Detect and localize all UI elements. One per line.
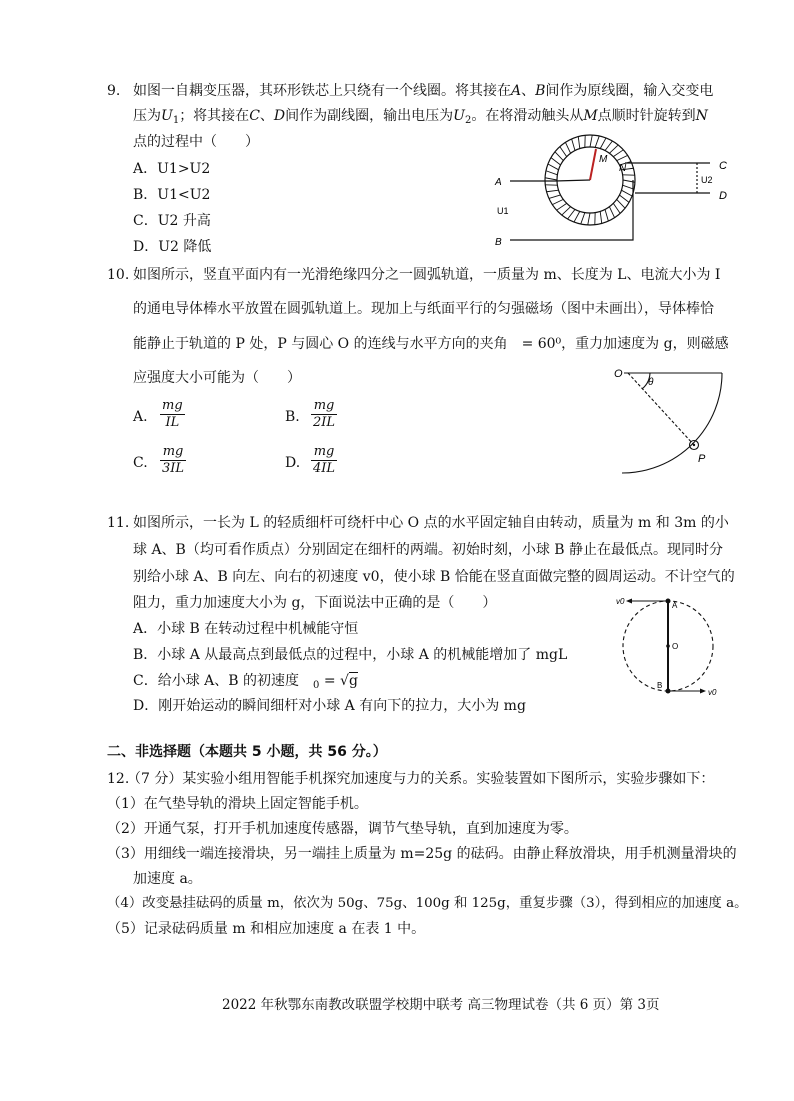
- q10-option-d-fraction: $\frac{mg}{4IL}$: [313, 444, 336, 476]
- winding-turn: [572, 139, 575, 151]
- label-O: O: [672, 642, 679, 651]
- label-B: B: [495, 237, 502, 248]
- winding-turn: [609, 145, 618, 153]
- winding-turn: [617, 155, 628, 160]
- slider-contact: [590, 149, 596, 180]
- winding-turn: [562, 207, 571, 215]
- q9-option-c: C．U2 升高: [133, 213, 211, 229]
- label-A: A: [495, 177, 502, 188]
- winding-turn: [613, 203, 620, 213]
- q9-stem-line3: 点的过程中（ ）: [133, 134, 259, 150]
- winding-turn: [623, 185, 634, 189]
- q12-step3-line1: （3）用细线一端连接滑块，另一端挂上质量为 m=25g 的砝码。由静止释放滑块，用手机测量滑块的: [107, 846, 737, 862]
- q10-option-c-label: C.: [133, 455, 148, 471]
- label-N: N: [619, 163, 627, 174]
- q11-line1: 如图所示，一长为 L 的轻质细杆可绕杆中心 O 点的水平固定轴自由转动，质量为 m 和 3m 的小: [133, 515, 729, 531]
- label-U2: U2: [701, 175, 713, 185]
- label-D: D: [719, 190, 727, 202]
- label-A: A: [672, 601, 678, 610]
- winding-turn: [619, 195, 629, 202]
- q11-option-b: B．小球 A 从最高点到最低点的过程中，小球 A 的机械能增加了 mgL: [133, 647, 568, 663]
- q11-option-d: D．刚开始运动的瞬间细杆对小球 A 有向下的拉力，大小为 mg: [133, 698, 526, 714]
- sqrt-symbol: √: [340, 673, 349, 689]
- winding-turn: [578, 137, 580, 149]
- label-U1: U1: [497, 206, 509, 216]
- q10-option-a-label: A.: [133, 409, 148, 425]
- q9-transformer-figure: [495, 135, 755, 250]
- q11-circle-figure: [612, 596, 752, 701]
- winding-turn: [560, 147, 567, 157]
- winding-turn: [548, 164, 559, 170]
- q10-arc-track-figure: [612, 365, 752, 480]
- q12-step1: （1）在气垫导轨的滑块上固定智能手机。: [107, 796, 368, 812]
- section2-heading: 二、非选择题（本题共 5 小题，共 56 分。）: [107, 744, 387, 760]
- winding-turn: [617, 199, 625, 208]
- q11-number: 11.: [107, 515, 130, 531]
- q10-number: 10.: [107, 267, 130, 283]
- q10-option-b-label: B.: [285, 409, 300, 425]
- q11-line2: 球 A、B（均可看作质点）分别固定在细杆的两端。初始时刻，小球 B 静止在最低点。现同时分: [133, 542, 724, 558]
- winding-turn: [565, 142, 570, 153]
- winding-turn: [605, 209, 608, 221]
- q11-option-a: A．小球 B 在转动过程中机械能守恒: [133, 621, 359, 637]
- winding-turn: [605, 141, 612, 151]
- winding-turn: [588, 213, 590, 225]
- q9-stem-line1: 如图一自耦变压器，其环形铁芯上只绕有一个线圈。将其接在A、B间作为原线圈，输入交变电: [133, 83, 714, 99]
- label-M: M: [599, 154, 608, 165]
- q9-option-d: D．U2 降低: [133, 239, 212, 255]
- q11-option-c: C．给小球 A、B 的初速度 $_0$ = √g: [133, 673, 358, 691]
- winding-turn: [574, 211, 580, 222]
- winding-turn: [600, 138, 606, 149]
- label-theta: θ: [648, 377, 654, 388]
- winding-turn: [549, 195, 561, 198]
- q9-option-a: A．U1>U2: [133, 161, 211, 177]
- winding-turn: [551, 158, 561, 165]
- label-v0-top: v0: [616, 597, 625, 606]
- q12-step3-line2: 加速度 a。: [133, 871, 202, 887]
- q9-number: 9.: [107, 83, 121, 99]
- winding-turn: [547, 190, 559, 192]
- q12-step5: （5）记录砝码质量 m 和相应加速度 a 在表 1 中。: [107, 921, 426, 937]
- q12-number: 12.: [107, 771, 130, 787]
- label-P: P: [698, 453, 706, 465]
- winding-turn: [609, 207, 614, 218]
- winding-turn: [557, 203, 567, 210]
- label-O: O: [614, 368, 623, 380]
- winding-turn: [581, 213, 585, 224]
- winding-turn: [613, 150, 623, 157]
- label-v0-bottom: v0: [708, 688, 717, 697]
- q9-option-b: B．U1<U2: [133, 187, 211, 203]
- page-footer: 2022 年秋鄂东南教改联盟学校期中联考 高三物理试卷（共 6 页）第 3页: [222, 997, 660, 1013]
- q12-step4: （4）改变悬挂砝码的质量 m，依次为 50g、75g、100g 和 125g，重复步骤（3），得到相应的加速度 a。: [107, 896, 748, 911]
- q11-line3: 别给小球 A、B 向左、向右的初速度 v0，使小球 B 恰能在竖直面做完整的圆周运动。不计空气的: [133, 569, 735, 585]
- label-B: B: [657, 681, 663, 690]
- q12-intro: （7 分）某实验小组用智能手机探究加速度与力的关系。实验装置如下图所示，实验步骤如下：: [127, 771, 715, 787]
- q10-option-c-fraction: $\frac{mg}{3IL}$: [162, 444, 185, 476]
- winding-turn: [555, 152, 563, 161]
- winding-turn: [546, 171, 557, 175]
- q10-option-a-fraction: $\frac{mg}{IL}$: [162, 398, 183, 430]
- winding-turn: [595, 136, 599, 147]
- q12-step2: （2）开通气泵，打开手机加速度传感器，调节气垫导轨，直到加速度为零。: [107, 821, 578, 837]
- q11-line4: 阻力，重力加速度大小为 g，下面说法中正确的是（ ）: [133, 595, 497, 611]
- q10-line3: 能静止于轨道的 P 处，P 与圆心 O 的连线与水平方向的夹角 = 60⁰，重力加速度为 g，则磁感: [133, 336, 729, 352]
- winding-turn: [545, 178, 557, 180]
- q10-line2: 的通电导体棒水平放置在圆弧轨道上。现加上与纸面平行的匀强磁场（图中未画出），导体棒恰: [133, 301, 714, 317]
- winding-turn: [552, 199, 563, 204]
- winding-turn: [621, 190, 632, 196]
- q10-option-b-fraction: $\frac{mg}{2IL}$: [313, 398, 336, 430]
- winding-turn: [600, 211, 602, 223]
- q9-stem-line2: 压为$U_1$；将其接在C、D间作为副线圈，输出电压为$U_2$。在将滑动触头从M点顺时针旋转到N: [133, 108, 708, 126]
- winding-turn: [568, 209, 575, 219]
- q10-line4: 应强度大小可能为（ ）: [133, 370, 301, 386]
- q10-line1: 如图所示，竖直平面内有一光滑绝缘四分之一圆弧轨道，一质量为 m、长度为 L、电流大小为 I: [133, 267, 721, 283]
- winding-turn: [590, 135, 592, 147]
- label-C: C: [719, 160, 727, 172]
- q10-option-d-label: D.: [285, 455, 301, 471]
